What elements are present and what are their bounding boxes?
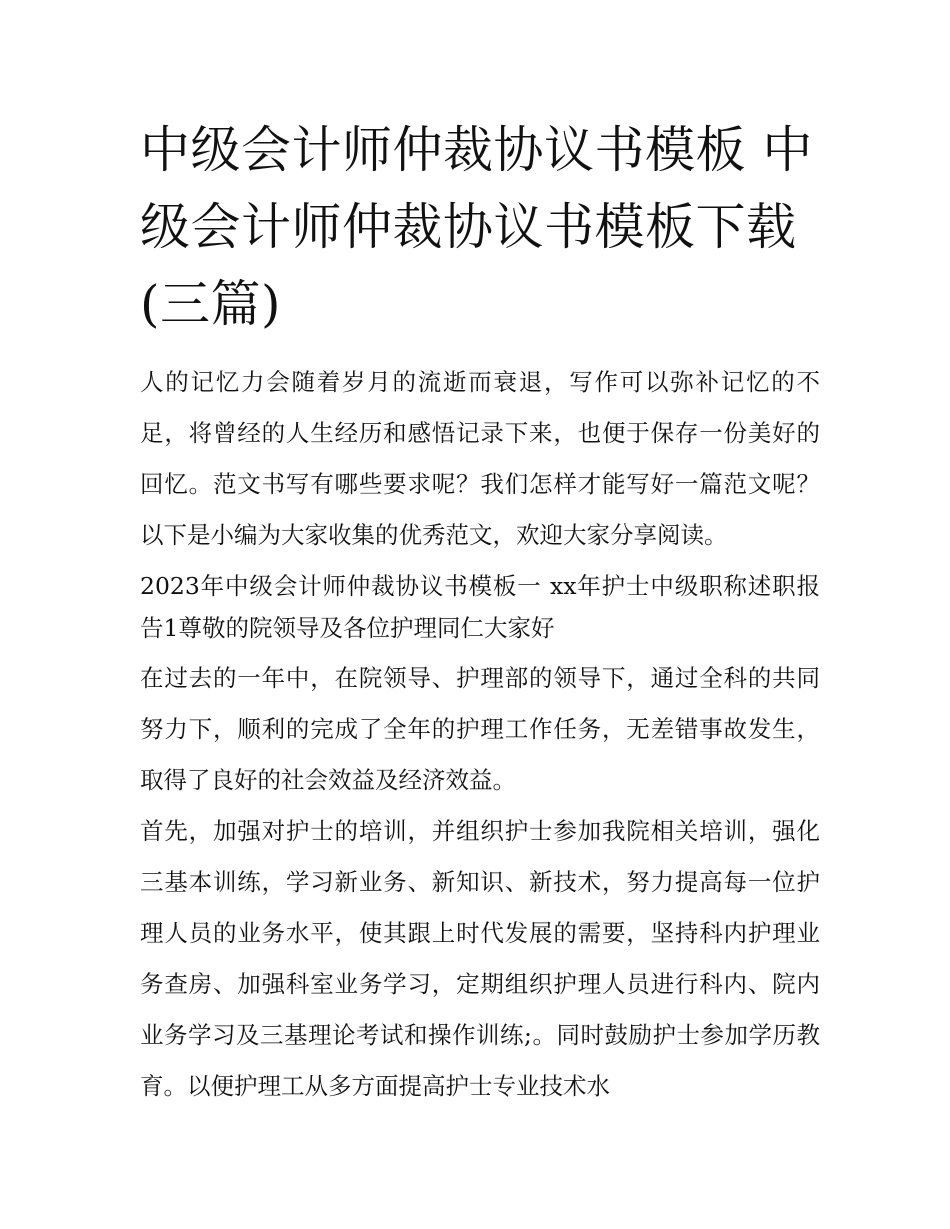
section-heading-paragraph: 2023年中级会计师仲裁协议书模板一 xx年护士中级职称述职报告1尊敬的院领导及各位护理同仁大家好 [140,572,820,642]
body-paragraph: 在过去的一年中，在院领导、护理部的领导下，通过全科的共同努力下，顺利的完成了全年的护理工作任务，无差错事故发生，取得了良好的社会效益及经济效益。 [140,664,820,794]
document-title: 中级会计师仲裁协议书模板 中级会计师仲裁协议书模板下载(三篇) [140,121,813,333]
document-page [140,112,820,1112]
body-paragraph: 首先，加强对护士的培训，并组织护士参加我院相关培训，强化三基本训练，学习新业务、新知识、新技术，努力提高每一位护理人员的业务水平，使其跟上时代发展的需要，坚持科内护理业务查房、加强科室业务学习，定期组织护理人员进行科内、院内业务学习及三基理论考试和操作训练;。同时鼓励护士参加学历教育。以便护理工从多方面提高护士专业技术水 [140,817,820,1100]
intro-paragraph: 人的记忆力会随着岁月的流逝而衰退，写作可以弥补记忆的不足，将曾经的人生经历和感悟记录下来，也便于保存一份美好的回忆。范文书写有哪些要求呢？我们怎样才能写好一篇范文呢？以下是小编为大家收集的优秀范文，欢迎大家分享阅读。 [140,368,820,549]
